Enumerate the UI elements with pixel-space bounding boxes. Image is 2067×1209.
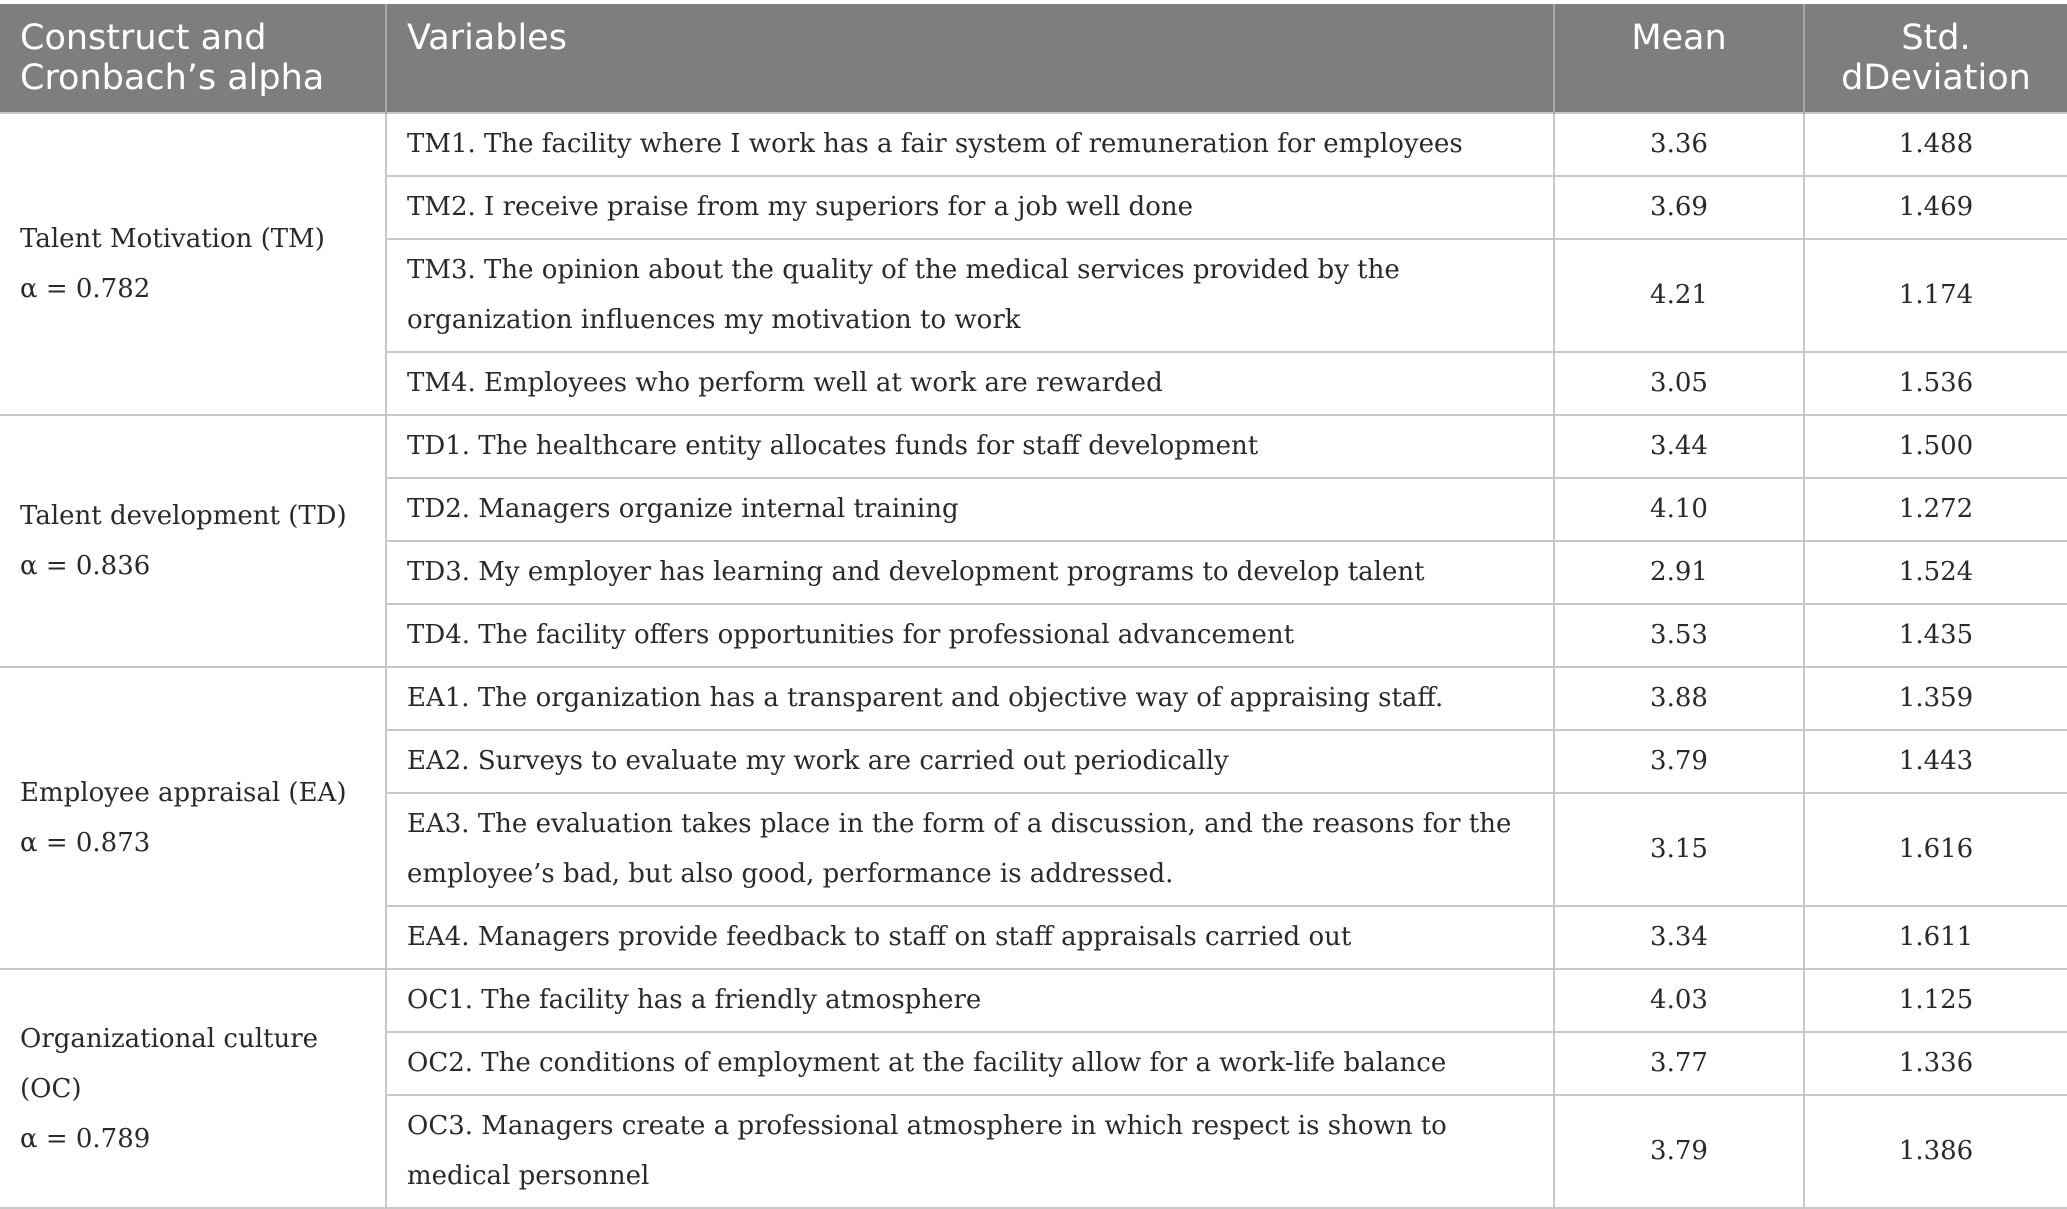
mean-cell: 3.05 <box>1554 352 1804 415</box>
std-cell: 1.500 <box>1804 415 2067 478</box>
header-variables: Variables <box>386 4 1554 113</box>
table-row <box>0 415 2067 478</box>
variable-cell: EA2. Surveys to evaluate my work are carried out periodically <box>386 730 1554 793</box>
construct-cell <box>0 415 386 667</box>
construct-name: Organizational culture (OC) <box>20 1023 319 1104</box>
mean-cell: 3.69 <box>1554 176 1804 239</box>
construct-alpha: α = 0.873 <box>20 828 151 858</box>
table-row <box>0 667 2067 730</box>
std-cell: 1.536 <box>1804 352 2067 415</box>
header-std-deviation: Std. dDeviation <box>1804 4 2067 113</box>
std-cell: 1.125 <box>1804 969 2067 1032</box>
std-cell: 1.174 <box>1804 239 2067 352</box>
mean-cell: 4.03 <box>1554 969 1804 1032</box>
header-construct: Construct and Cronbach’s alpha <box>0 4 386 113</box>
variable-cell: EA1. The organization has a transparent and objective way of appraising staff. <box>386 667 1554 730</box>
header-mean: Mean <box>1554 4 1804 113</box>
mean-cell: 4.10 <box>1554 478 1804 541</box>
construct-cell <box>0 969 386 1208</box>
construct-alpha: α = 0.782 <box>20 274 151 304</box>
variable-cell: TD2. Managers organize internal training <box>386 478 1554 541</box>
std-cell: 1.443 <box>1804 730 2067 793</box>
variable-cell: TM2. I receive praise from my superiors for a job well done <box>386 176 1554 239</box>
mean-cell: 3.79 <box>1554 1095 1804 1208</box>
mean-cell: 2.91 <box>1554 541 1804 604</box>
mean-cell: 4.21 <box>1554 239 1804 352</box>
variable-cell: TD4. The facility offers opportunities for professional advancement <box>386 604 1554 667</box>
mean-cell: 3.53 <box>1554 604 1804 667</box>
construct-alpha: α = 0.789 <box>20 1123 151 1154</box>
variable-cell: TD3. My employer has learning and development programs to develop talent <box>386 541 1554 604</box>
table-header <box>0 4 2067 113</box>
variable-cell: OC2. The conditions of employment at the facility allow for a work-life balance <box>386 1032 1554 1095</box>
mean-cell: 3.15 <box>1554 793 1804 906</box>
variable-cell: EA3. The evaluation takes place in the form of a discussion, and the reasons for the employee’s bad, but also good, performance is addressed. <box>386 793 1554 906</box>
std-cell: 1.488 <box>1804 113 2067 176</box>
construct-cell <box>0 113 386 415</box>
construct-cell <box>0 667 386 969</box>
std-cell: 1.611 <box>1804 906 2067 969</box>
variable-cell: TM3. The opinion about the quality of the medical services provided by the organization influences my motivation to work <box>386 239 1554 352</box>
std-cell: 1.386 <box>1804 1095 2067 1208</box>
std-cell: 1.616 <box>1804 793 2067 906</box>
variable-cell: TM1. The facility where I work has a fair system of remuneration for employees <box>386 113 1554 176</box>
mean-cell: 3.77 <box>1554 1032 1804 1095</box>
mean-cell: 3.36 <box>1554 113 1804 176</box>
table-row <box>0 113 2067 176</box>
variable-cell: OC3. Managers create a professional atmosphere in which respect is shown to medical personnel <box>386 1095 1554 1208</box>
std-cell: 1.359 <box>1804 667 2067 730</box>
variable-cell: OC1. The facility has a friendly atmosphere <box>386 969 1554 1032</box>
construct-alpha: α = 0.836 <box>20 551 151 581</box>
construct-name: Talent Motivation (TM) <box>20 224 325 254</box>
variable-cell: TD1. The healthcare entity allocates funds for staff development <box>386 415 1554 478</box>
mean-cell: 3.44 <box>1554 415 1804 478</box>
variable-cell: EA4. Managers provide feedback to staff on staff appraisals carried out <box>386 906 1554 969</box>
table-row <box>0 969 2067 1032</box>
mean-cell: 3.34 <box>1554 906 1804 969</box>
mean-cell: 3.88 <box>1554 667 1804 730</box>
std-cell: 1.469 <box>1804 176 2067 239</box>
std-cell: 1.435 <box>1804 604 2067 667</box>
statistics-table <box>0 4 2067 1209</box>
std-cell: 1.272 <box>1804 478 2067 541</box>
construct-name: Talent development (TD) <box>20 501 347 531</box>
construct-name: Employee appraisal (EA) <box>20 778 347 808</box>
std-cell: 1.524 <box>1804 541 2067 604</box>
table-body <box>0 113 2067 1208</box>
mean-cell: 3.79 <box>1554 730 1804 793</box>
std-cell: 1.336 <box>1804 1032 2067 1095</box>
variable-cell: TM4. Employees who perform well at work are rewarded <box>386 352 1554 415</box>
